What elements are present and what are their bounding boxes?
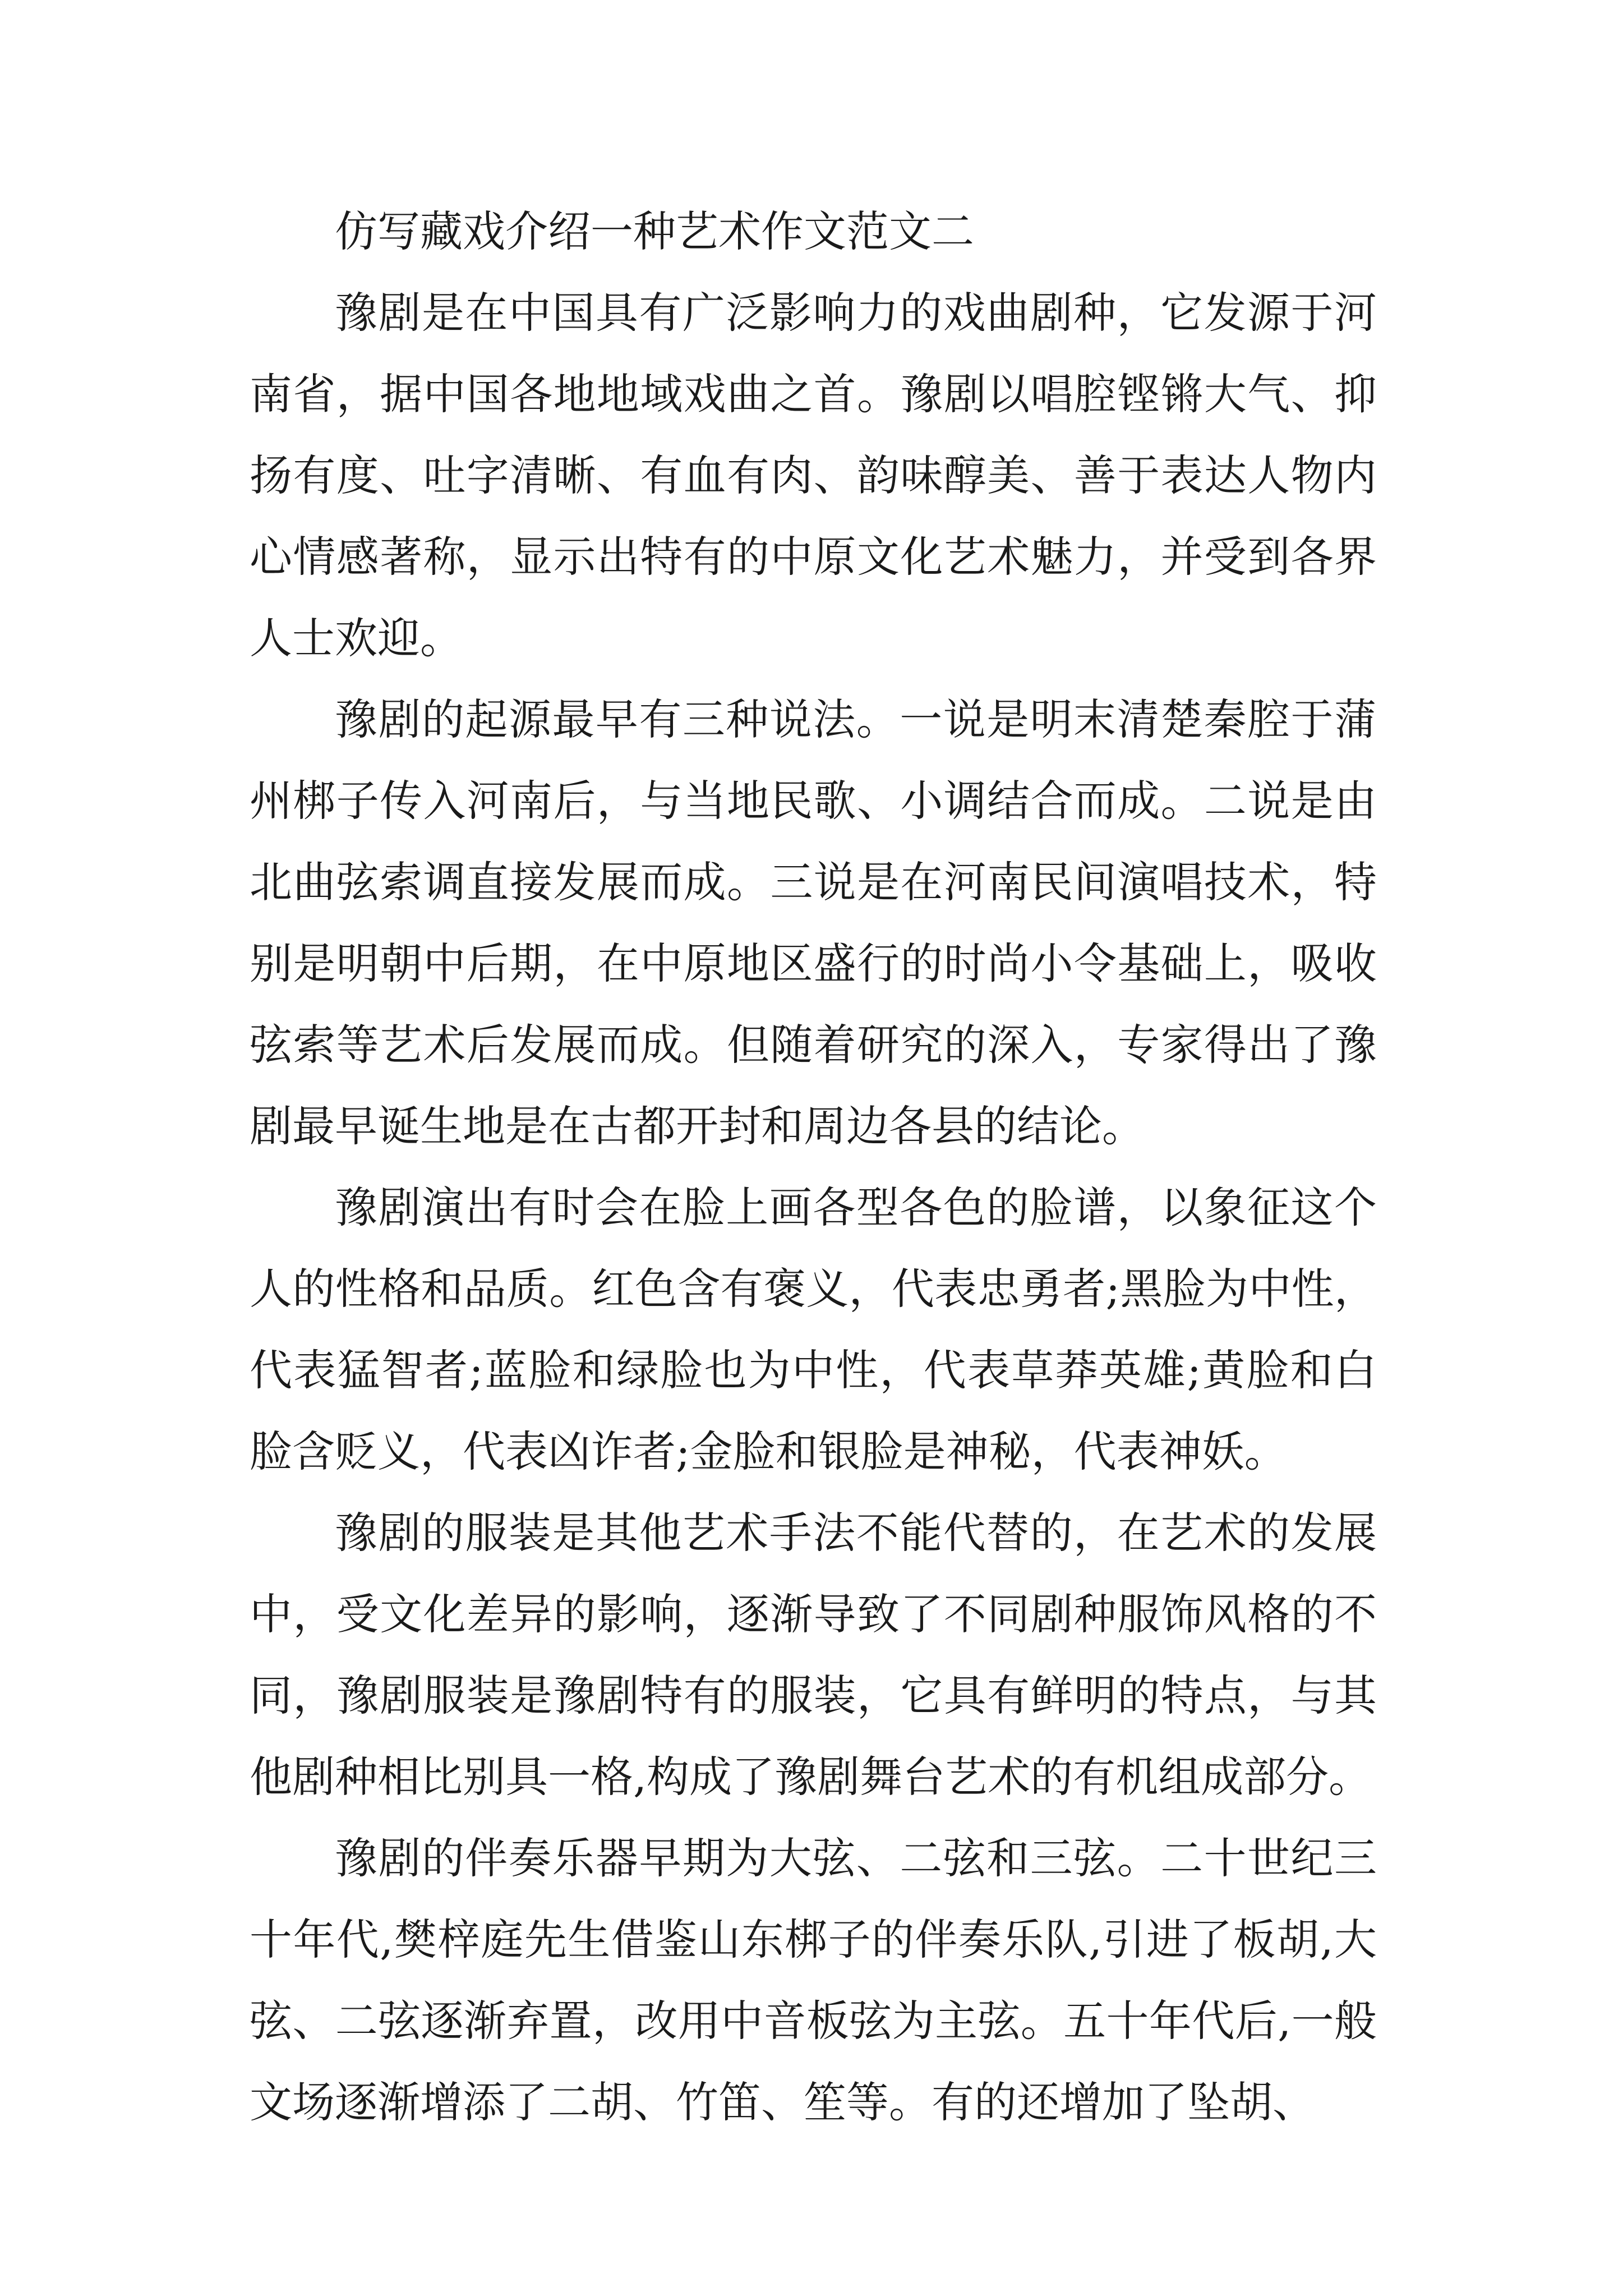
paragraph-origin: 豫剧的起源最早有三种说法。一说是明末清楚秦腔于蒲州梆子传入河南后，与当地民歌、小调结合而成。二说是由北曲弦索调直接发展而成。三说是在河南民间演唱技术，特别是明朝中后期，在中原地区盛行的时尚小令基础上，吸收弦索等艺术后发展而成。但随着研究的深入，专家得出了豫剧最早诞生地是在古都开封和周边各县的结论。 <box>250 694 1377 1151</box>
paragraph-costume: 豫剧的服装是其他艺术手法不能代替的，在艺术的发展中，受文化差异的影响，逐渐导致了不同剧种服饰风格的不同，豫剧服装是豫剧特有的服装，它具有鲜明的特点，与其他剧种相比别具一格,构成了豫剧舞台艺术的有机组成部分。 <box>250 1508 1377 1802</box>
paragraph-yuju-intro: 豫剧是在中国具有广泛影响力的戏曲剧种，它发源于河南省，据中国各地地域戏曲之首。豫剧以唱腔铿锵大气、抑扬有度、吐字清晰、有血有肉、韵味醇美、善于表达人物内心情感著称，显示出特有的中原文化艺术魅力，并受到各界人士欢迎。 <box>250 288 1377 663</box>
document-title: 仿写藏戏介绍一种艺术作文范文二 <box>335 206 974 256</box>
paragraph-facial-makeup: 豫剧演出有时会在脸上画各型各色的脸谱，以象征这个人的性格和品质。红色含有褒义，代表忠勇者;黑脸为中性，代表猛智者;蓝脸和绿脸也为中性，代表草莽英雄;黄脸和白脸含贬义，代表凶诈者;金脸和银脸是神秘，代表神妖。 <box>250 1182 1377 1476</box>
document-body <box>250 191 1377 2143</box>
paragraph-instruments: 豫剧的伴奏乐器早期为大弦、二弦和三弦。二十世纪三十年代,樊梓庭先生借鉴山东梆子的伴奏乐队,引进了板胡,大弦、二弦逐渐弃置，改用中音板弦为主弦。五十年代后,一般文场逐渐增添了二胡、竹笛、笙等。有的还增加了坠胡、 <box>250 1833 1377 2127</box>
